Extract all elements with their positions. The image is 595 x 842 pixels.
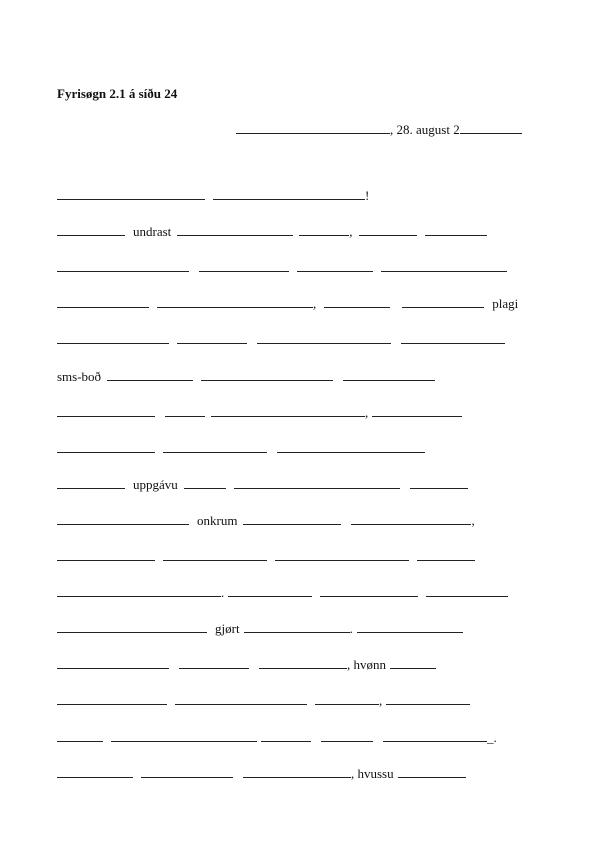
- blank-field[interactable]: [107, 369, 193, 381]
- blank-field[interactable]: [277, 441, 425, 453]
- blank-field[interactable]: [351, 513, 471, 525]
- worksheet-line: [57, 405, 462, 421]
- blank-field[interactable]: [57, 585, 221, 597]
- blank-field[interactable]: [163, 441, 267, 453]
- blank-field[interactable]: [257, 332, 391, 344]
- blank-field[interactable]: [211, 405, 365, 417]
- date-text: , 28. august 2: [390, 122, 460, 137]
- blank-field[interactable]: [261, 730, 311, 742]
- line-word: , hvønn: [347, 657, 386, 672]
- line-word: , hvussu: [351, 766, 394, 781]
- worksheet-line: [57, 296, 518, 312]
- blank-field[interactable]: [343, 369, 435, 381]
- blank-field[interactable]: [359, 224, 417, 236]
- blank-field[interactable]: [372, 405, 462, 417]
- blank-field[interactable]: [410, 477, 468, 489]
- blank-field[interactable]: [57, 224, 125, 236]
- line-word: ,: [471, 513, 475, 528]
- blank-field[interactable]: [57, 621, 207, 633]
- worksheet-line: [57, 693, 470, 709]
- line-word: ,: [379, 693, 383, 708]
- blank-field[interactable]: [57, 730, 103, 742]
- blank-field[interactable]: [381, 260, 507, 272]
- blank-field[interactable]: [57, 766, 133, 778]
- blank-field[interactable]: [177, 332, 247, 344]
- blank-field[interactable]: [259, 657, 347, 669]
- blank-field[interactable]: [213, 188, 365, 200]
- worksheet-line: [57, 332, 505, 348]
- blank-field[interactable]: [324, 296, 390, 308]
- line-word: .: [221, 585, 225, 600]
- page-heading: Fyrisøgn 2.1 á síðu 24: [57, 86, 178, 101]
- blank-field[interactable]: [244, 621, 350, 633]
- blank-field[interactable]: [321, 730, 373, 742]
- blank-field[interactable]: [243, 513, 341, 525]
- blank-field[interactable]: [57, 332, 169, 344]
- blank-field[interactable]: [383, 730, 487, 742]
- line-word: ,: [349, 224, 353, 239]
- blank-field[interactable]: [57, 549, 155, 561]
- line-word: onkrum: [197, 513, 238, 528]
- blank-field[interactable]: [402, 296, 484, 308]
- worksheet-line: [57, 188, 369, 204]
- worksheet-line: [57, 513, 475, 529]
- line-word: plagi: [492, 296, 519, 311]
- blank-field[interactable]: [234, 477, 400, 489]
- blank-field[interactable]: [57, 693, 167, 705]
- line-word: _.: [487, 730, 497, 745]
- blank-field[interactable]: [425, 224, 487, 236]
- blank-field[interactable]: [141, 766, 233, 778]
- blank-field[interactable]: [417, 549, 475, 561]
- blank-field[interactable]: [57, 657, 169, 669]
- blank-field[interactable]: [57, 188, 205, 200]
- line-word: undrast: [133, 224, 172, 239]
- blank-field[interactable]: [386, 693, 470, 705]
- line-word: !: [365, 188, 370, 203]
- worksheet-line: [57, 477, 468, 493]
- worksheet-line: [57, 369, 435, 385]
- blank-field[interactable]: [297, 260, 373, 272]
- blank-field[interactable]: [163, 549, 267, 561]
- blank-field[interactable]: [236, 122, 390, 134]
- line-word: uppgávu: [133, 477, 178, 492]
- blank-field[interactable]: [111, 730, 257, 742]
- blank-field[interactable]: [57, 260, 189, 272]
- blank-field[interactable]: [175, 693, 307, 705]
- worksheet-line: [57, 621, 463, 637]
- worksheet-line: [57, 441, 425, 457]
- line-word: .: [349, 621, 353, 636]
- worksheet-line: [57, 549, 475, 565]
- line-word: ,: [313, 296, 317, 311]
- blank-field[interactable]: [179, 657, 249, 669]
- blank-field[interactable]: [357, 621, 463, 633]
- blank-field[interactable]: [57, 477, 125, 489]
- blank-field[interactable]: [57, 513, 189, 525]
- line-word: sms-boð: [57, 369, 102, 384]
- blank-field[interactable]: [275, 549, 409, 561]
- blank-field[interactable]: [398, 766, 466, 778]
- blank-field[interactable]: [315, 693, 379, 705]
- blank-field[interactable]: [299, 224, 349, 236]
- worksheet-line: [57, 657, 436, 673]
- worksheet-line: [57, 585, 508, 601]
- blank-field[interactable]: [165, 405, 205, 417]
- worksheet-line: [57, 766, 466, 782]
- blank-field[interactable]: [243, 766, 351, 778]
- blank-field[interactable]: [201, 369, 333, 381]
- blank-field[interactable]: [228, 585, 312, 597]
- worksheet-line: [57, 260, 507, 276]
- blank-field[interactable]: [57, 441, 155, 453]
- blank-field[interactable]: [426, 585, 508, 597]
- blank-field[interactable]: [199, 260, 289, 272]
- blank-field[interactable]: [57, 296, 149, 308]
- blank-field[interactable]: [401, 332, 505, 344]
- date-line: [236, 122, 522, 138]
- blank-field[interactable]: [460, 122, 522, 134]
- blank-field[interactable]: [184, 477, 226, 489]
- blank-field[interactable]: [390, 657, 436, 669]
- blank-field[interactable]: [157, 296, 313, 308]
- worksheet-line: [57, 730, 497, 746]
- blank-field[interactable]: [177, 224, 293, 236]
- line-word: gjørt: [215, 621, 240, 636]
- worksheet-line: [57, 224, 487, 240]
- blank-field[interactable]: [320, 585, 418, 597]
- blank-field[interactable]: [57, 405, 155, 417]
- line-word: ,: [365, 405, 369, 420]
